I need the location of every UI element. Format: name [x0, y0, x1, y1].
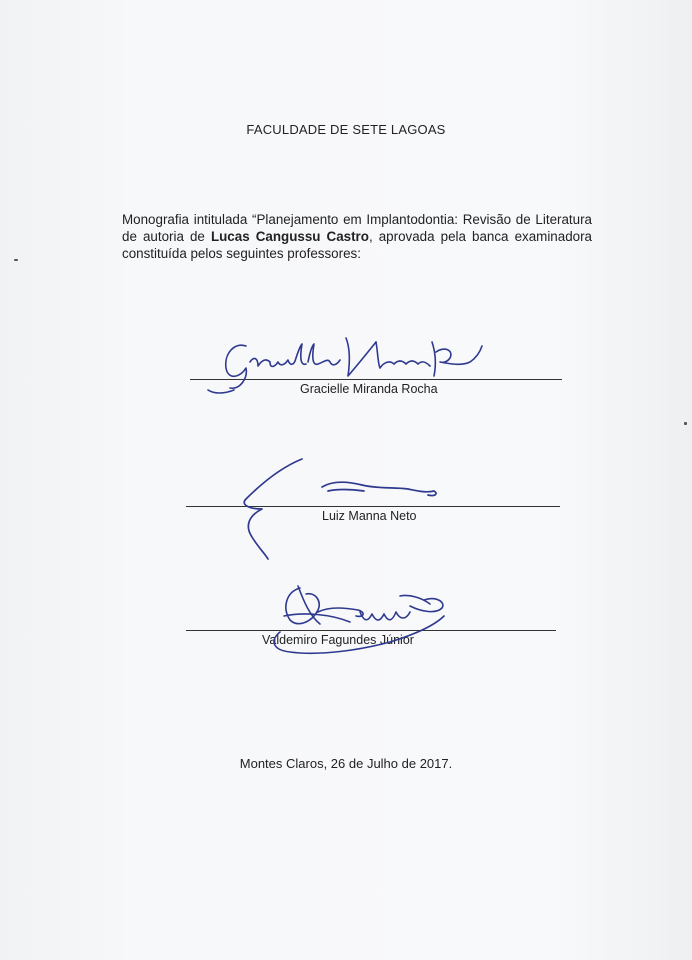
examiner-name-3: Valdemiro Fagundes Júnior: [262, 633, 414, 647]
examiner-name-1: Gracielle Miranda Rocha: [300, 382, 438, 396]
signature-2: [232, 455, 452, 565]
approval-paragraph: [122, 211, 592, 262]
edge-mark-right: [684, 422, 687, 425]
signature-1: [200, 332, 490, 402]
paragraph-text-2: , aprovada pela banca examinadora constituída pelos seguintes professores:: [122, 229, 592, 261]
edge-mark-left: [14, 259, 18, 261]
examiner-name-2: Luiz Manna Neto: [322, 509, 417, 523]
paragraph-text-1: Monografia intitulada “Planejamento em Implantodontia: Revisão de Literatura de autoria de: [122, 212, 592, 244]
institution-title: FACULDADE DE SETE LAGOAS: [246, 122, 446, 137]
signature-3: [260, 582, 460, 662]
author-name: Lucas Cangussu Castro: [210, 229, 369, 244]
place-and-date: Montes Claros, 26 de Julho de 2017.: [239, 756, 453, 771]
